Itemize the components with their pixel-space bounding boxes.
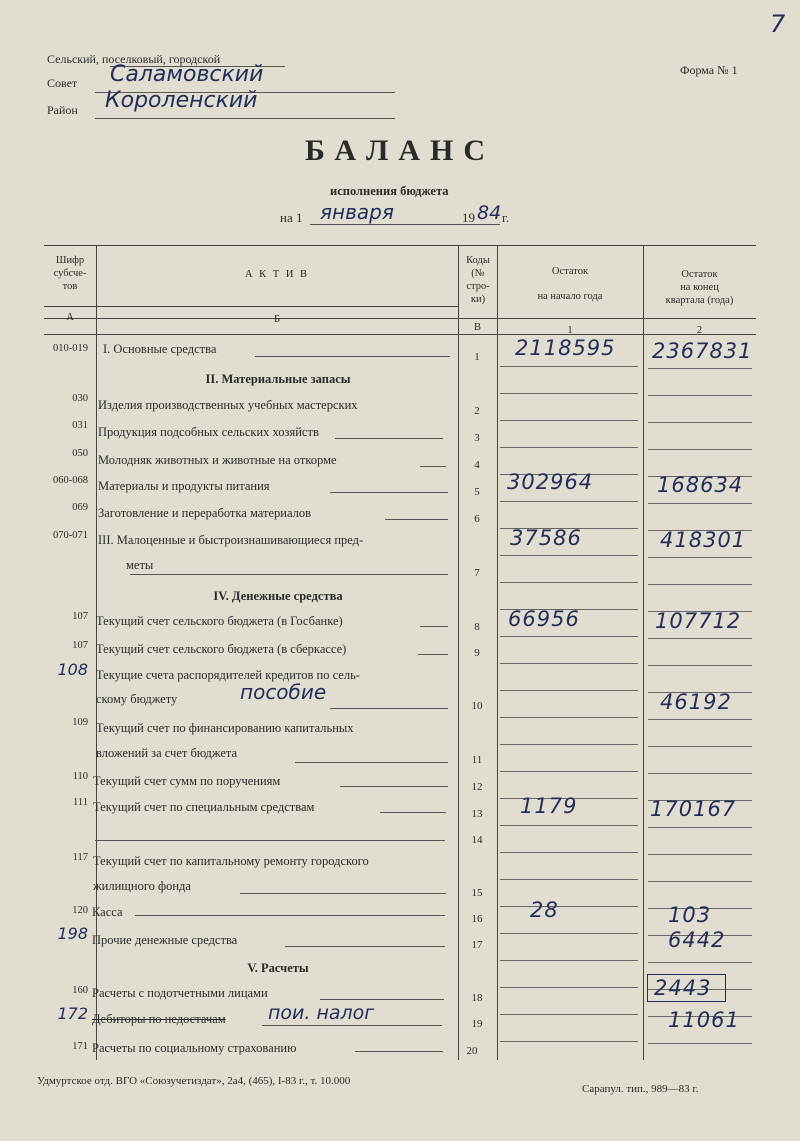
council-label: Сельский, поселковый, городской [47, 52, 221, 66]
cell-underline [500, 825, 638, 826]
table-row-code: 060-068 [53, 475, 88, 486]
fill-line [330, 492, 448, 493]
table-row-number: 16 [471, 913, 483, 925]
section-2-heading: II. Материальные запасы [205, 372, 351, 386]
fill-line [385, 519, 448, 520]
cell-underline [648, 503, 752, 504]
table-row-label: Текущий счет сельского бюджета (в сберкассе) [96, 642, 347, 656]
table-row-number: 11 [471, 754, 483, 766]
col-row-header: Коды (№ стро- ки) [466, 255, 490, 305]
col1-header-a: Остаток [551, 266, 589, 277]
fill-line [130, 574, 448, 575]
cell-underline [500, 933, 638, 934]
table-row-label-cont: меты [126, 558, 154, 572]
sovet-label: Совет [47, 76, 78, 90]
table-row-code: 198 [57, 924, 88, 943]
cell-underline [500, 636, 638, 637]
cell-underline [648, 719, 752, 720]
cell-underline [500, 987, 638, 988]
sub-b: Б [273, 314, 281, 325]
date-year-print: 19 [462, 210, 475, 225]
table-row-number: 6 [474, 513, 480, 525]
table-row-number: 20 [466, 1045, 478, 1057]
date-line [280, 202, 530, 228]
cell-underline [648, 449, 752, 450]
table-row-value-end: 168634 [657, 473, 744, 497]
table-row-label: III. Малоценные и быстроизнашивающиеся пред- [98, 533, 364, 547]
sub-a: А [66, 312, 74, 323]
table-row-label: Расчеты с подотчетными лицами [92, 986, 268, 1000]
cell-underline [648, 773, 752, 774]
table-row-label: Заготовление и переработка материалов [98, 506, 311, 520]
sub-2: 2 [696, 325, 703, 336]
fill-line [95, 840, 445, 841]
cell-underline [500, 690, 638, 691]
table-row-label: Текущий счет по капитальному ремонту городского [93, 854, 369, 868]
fill-line [380, 812, 446, 813]
table-row-value-start: 1179 [520, 794, 578, 818]
table-row-code: 109 [72, 717, 88, 728]
table-row-code: 111 [73, 797, 88, 808]
table-row-value-start: 2118595 [515, 336, 616, 360]
footer-printer: Сарапул. тип., 989—83 г. [582, 1083, 699, 1095]
fill-line [255, 356, 450, 357]
table-row-label-cont: жилищного фонда [93, 879, 191, 893]
table-row-number: 4 [474, 459, 480, 471]
fill-line [320, 999, 444, 1000]
date-suffix: г. [502, 210, 510, 225]
col2-header-a: Остаток [681, 269, 718, 280]
date-year-hw: 84 [477, 202, 502, 224]
section-5-heading: V. Расчеты [247, 961, 309, 975]
fill-line [262, 1025, 442, 1026]
table-row-code: 069 [72, 502, 88, 513]
table-row-number: 3 [474, 432, 480, 444]
table-row-code: 070-071 [53, 530, 88, 541]
table-row-label: Дебиторы по недостачам [92, 1012, 226, 1026]
table-row-label: Продукция подсобных сельских хозяйств [98, 425, 319, 439]
cell-underline [500, 879, 638, 880]
cell-underline [648, 557, 752, 558]
table-row-number: 2 [474, 405, 480, 417]
cell-underline [500, 771, 638, 772]
cell-underline [500, 852, 638, 853]
table-row-number: 18 [471, 992, 483, 1004]
table-row-label-cont: вложений за счет бюджета [96, 746, 238, 760]
col2-header-c: квартала (года) [665, 295, 734, 306]
sub-1: 1 [567, 325, 573, 336]
col-code-header: Шифр субсче- тов [53, 255, 87, 292]
table-row-value-end: 2367831 [652, 339, 753, 363]
fill-line [340, 786, 448, 787]
table-row-label: Материалы и продукты питания [98, 479, 270, 493]
table-row-label: Текущий счет по специальным средствам [93, 800, 315, 814]
fill-line [285, 946, 445, 947]
cell-underline [500, 582, 638, 583]
corner-mark: 7 [770, 10, 786, 38]
table-row-label: Расчеты по социальному страхованию [92, 1041, 297, 1055]
cell-underline [648, 1043, 752, 1044]
cell-underline [500, 744, 638, 745]
table-row-label: Текущий счет по финансированию капитальных [96, 721, 354, 735]
fill-line [330, 708, 448, 709]
cell-underline [500, 501, 638, 502]
cell-underline [648, 962, 752, 963]
table-row-number: 8 [474, 621, 480, 633]
table-row-code: 050 [72, 448, 88, 459]
fill-line [420, 626, 448, 627]
table-row-code: 010-019 [53, 343, 88, 354]
table-row-number: 15 [471, 887, 483, 899]
table-row-number: 19 [471, 1018, 483, 1030]
table-row-number: 1 [474, 351, 480, 363]
table-row-label: Текущий счет сельского бюджета (в Госбанке) [96, 614, 343, 628]
sub-v: В [473, 322, 481, 333]
fill-line [240, 893, 446, 894]
cell-underline [500, 717, 638, 718]
table-row-value-end: 6442 [668, 928, 726, 952]
cell-underline [648, 665, 752, 666]
table-row-label: Текущие счета распорядителей кредитов по сель- [96, 668, 360, 682]
table-row-number: 10 [471, 700, 483, 712]
fill-line [135, 915, 445, 916]
table-row-code: 107 [72, 611, 88, 622]
table-row-label: Касса [92, 905, 123, 919]
sovet-value: Саламовский [110, 62, 264, 87]
fill-line [420, 466, 446, 467]
section-4-heading: IV. Денежные средства [213, 589, 343, 603]
cell-underline [500, 366, 638, 367]
fill-line [355, 1051, 443, 1052]
form-label: Форма № 1 [680, 63, 738, 77]
table-row-number: 13 [471, 808, 483, 820]
table-row-value-start: 302964 [507, 470, 594, 494]
col2-header-b: на конец [680, 282, 719, 293]
fill-line [418, 654, 448, 655]
table-row-number: 7 [474, 567, 480, 579]
table-row-label-handwritten: пои. налог [268, 1002, 375, 1024]
fill-line [295, 762, 448, 763]
cell-underline [500, 1014, 638, 1015]
table-row-value-end: 418301 [660, 528, 747, 552]
table-row-code: 120 [72, 905, 88, 916]
table-row-number: 12 [471, 781, 483, 793]
table-row-code: 031 [72, 420, 88, 431]
footer-publisher: Удмуртское отд. ВГО «Союзучетиздат», 2а4, (465), I-83 г., т. 10.000 [37, 1075, 351, 1087]
cell-underline [500, 906, 638, 907]
cell-underline [500, 1041, 638, 1042]
date-month: января [320, 200, 394, 224]
table-row-code: 160 [72, 985, 88, 996]
table-row-label: Изделия производственных учебных мастерских [98, 398, 358, 412]
table-row-value-end: 103 [668, 903, 712, 927]
cell-underline [500, 960, 638, 961]
table-row-value-end: 2443 [647, 974, 726, 1002]
cell-underline [648, 746, 752, 747]
cell-underline [648, 368, 752, 369]
raion-value: Короленский [105, 88, 258, 113]
table-row-number: 5 [474, 486, 480, 498]
table-row-label: I. Основные средства [103, 342, 217, 356]
table-row-label-handwritten: пособие [240, 680, 327, 704]
page-title: БАЛАНС [304, 134, 496, 167]
table-row-value-end: 46192 [660, 690, 732, 714]
page-subtitle: исполнения бюджета [330, 184, 449, 198]
table-row-value-end: 107712 [655, 609, 742, 633]
cell-underline [500, 393, 638, 394]
cell-underline [500, 663, 638, 664]
table-row-number: 9 [474, 647, 480, 659]
table-row-code: 108 [57, 660, 88, 679]
table-row-label: Прочие денежные средства [92, 933, 238, 947]
table-row-number: 14 [471, 834, 483, 846]
date-prefix: на 1 [280, 210, 303, 225]
cell-underline [648, 827, 752, 828]
cell-underline [500, 447, 638, 448]
cell-underline [648, 854, 752, 855]
col-aktiv-header: А К Т И В [244, 269, 310, 280]
table-row-code: 171 [72, 1041, 88, 1052]
table-row-value-start: 37586 [510, 526, 582, 550]
table-row-label: Молодняк животных и животные на откорме [98, 453, 337, 467]
table-row-code: 110 [72, 771, 88, 782]
table-row-value-start: 66956 [508, 607, 580, 631]
table-row-value-end: 11061 [668, 1008, 740, 1032]
col1-header-b: на начало года [537, 291, 603, 302]
table-row-label: Текущий счет сумм по поручениям [93, 774, 281, 788]
table-row-code: 030 [72, 393, 88, 404]
cell-underline [648, 881, 752, 882]
cell-underline [648, 422, 752, 423]
table-row-code: 107 [72, 640, 88, 651]
cell-underline [500, 420, 638, 421]
table-row-value-start: 28 [530, 898, 559, 922]
table-row-code: 117 [72, 852, 88, 863]
table-row-label-cont: скому бюджету [96, 692, 178, 706]
cell-underline [648, 395, 752, 396]
table-row-value-end: 170167 [650, 797, 737, 821]
cell-underline [648, 638, 752, 639]
cell-underline [500, 555, 638, 556]
table-row-code: 172 [57, 1004, 88, 1023]
fill-line [335, 438, 443, 439]
cell-underline [648, 584, 752, 585]
table-row-number: 17 [471, 939, 483, 951]
raion-label: Район [47, 103, 78, 117]
